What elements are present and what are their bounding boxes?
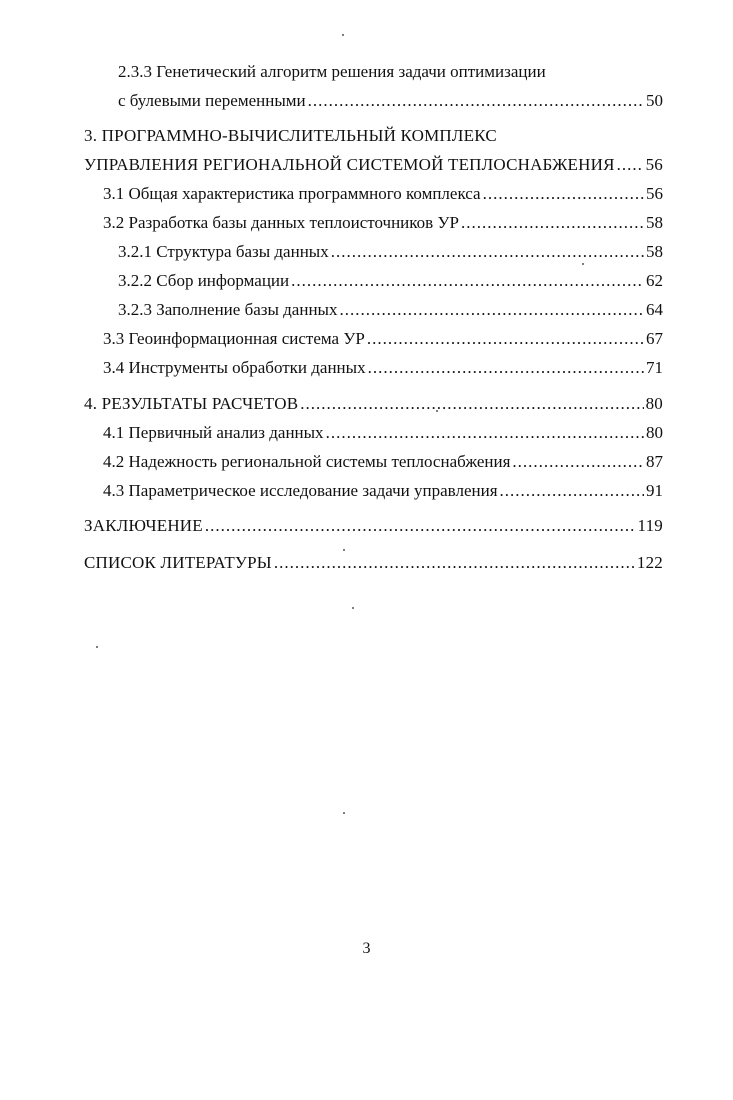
dot-leader (512, 452, 644, 472)
dot-leader (367, 329, 644, 349)
toc-entry-4-1 (103, 423, 663, 443)
toc-chapter-4 (84, 394, 663, 414)
toc-entry-title: 3.3 Геоинформационная система УР (103, 329, 365, 348)
scan-speck (342, 34, 344, 36)
toc-entry-3-4 (103, 358, 663, 378)
toc-entry-title: 3.2.3 Заполнение базы данных (118, 300, 338, 319)
dot-leader (205, 516, 636, 536)
toc-page-number: 80 (645, 394, 663, 413)
dot-leader (461, 213, 644, 233)
toc-entry-title: 3.2.1 Структура базы данных (118, 242, 329, 261)
toc-entry-3-1 (103, 184, 663, 204)
toc-entry-title: 4.3 Параметрическое исследование задачи управления (103, 481, 498, 500)
toc-references (84, 553, 663, 573)
toc-page-number: 58 (646, 213, 663, 232)
toc-page-number: 56 (645, 155, 663, 174)
dot-leader (291, 271, 644, 291)
toc-page-number: 71 (646, 358, 663, 377)
scan-speck (582, 263, 584, 265)
toc-page-number: 64 (646, 300, 663, 319)
toc-entry-title: 3.2.2 Сбор информации (118, 271, 290, 290)
dot-leader (326, 423, 644, 443)
toc-page-number: 119 (637, 516, 663, 535)
toc-entry-title: 3.2 Разработка базы данных теплоисточников УР (103, 213, 459, 232)
toc-entry-4-3 (103, 481, 663, 501)
dot-leader (483, 184, 644, 204)
toc-entry-3-2-3 (118, 300, 663, 320)
dot-leader (274, 553, 635, 573)
scan-speck (352, 607, 354, 609)
toc-entry-3-2 (103, 213, 663, 233)
dot-leader (300, 394, 643, 414)
toc-entry-title: 4.1 Первичный анализ данных (103, 423, 324, 442)
dot-leader (368, 358, 644, 378)
toc-entry-title: с булевыми переменными (118, 91, 306, 110)
toc-entry-3-3 (103, 329, 663, 349)
toc-page-number: 87 (646, 452, 663, 471)
toc-entry-title: 4. РЕЗУЛЬТАТЫ РАСЧЕТОВ (84, 394, 299, 413)
toc-entry-title: 4.2 Надежность региональной системы теплоснабжения (103, 452, 511, 471)
toc-chapter-3 (84, 155, 663, 175)
toc-entry-2-3-3 (118, 91, 663, 111)
toc-chapter-3-line1: 3. ПРОГРАММНО-ВЫЧИСЛИТЕЛЬНЫЙ КОМПЛЕКС (84, 126, 497, 145)
toc-entry-title: СПИСОК ЛИТЕРАТУРЫ (84, 553, 272, 572)
scan-speck (436, 410, 438, 412)
page-number: 3 (362, 940, 371, 957)
toc-entry-title: 3.1 Общая характеристика программного комплекса (103, 184, 481, 203)
toc-page-number: 50 (646, 91, 663, 110)
toc-page-number: 58 (646, 242, 663, 261)
scan-speck (96, 646, 98, 648)
dot-leader (331, 242, 644, 262)
toc-page-number: 80 (646, 423, 663, 442)
dot-leader (308, 91, 644, 111)
toc-entry-2-3-3-line1: 2.3.3 Генетический алгоритм решения задачи оптимизации (118, 62, 546, 81)
scan-speck (343, 812, 345, 814)
toc-conclusion (84, 516, 663, 536)
dot-leader (339, 300, 644, 320)
toc-page-number: 62 (646, 271, 663, 290)
toc-entry-title: ЗАКЛЮЧЕНИЕ (84, 516, 203, 535)
dot-leader (500, 481, 644, 501)
toc-page-number: 56 (646, 184, 663, 203)
toc-entry-4-2 (103, 452, 663, 472)
toc-page-number: 122 (636, 553, 663, 572)
dot-leader (617, 155, 644, 175)
toc-page-number: 91 (646, 481, 663, 500)
toc-page-number: 67 (646, 329, 663, 348)
toc-entry-3-2-1 (118, 242, 663, 262)
toc-entry-title: УПРАВЛЕНИЯ РЕГИОНАЛЬНОЙ СИСТЕМОЙ ТЕПЛОСНАБЖЕНИЯ (84, 155, 615, 174)
scan-speck (343, 549, 345, 551)
toc-entry-3-2-2 (118, 271, 663, 291)
toc-entry-title: 3.4 Инструменты обработки данных (103, 358, 366, 377)
